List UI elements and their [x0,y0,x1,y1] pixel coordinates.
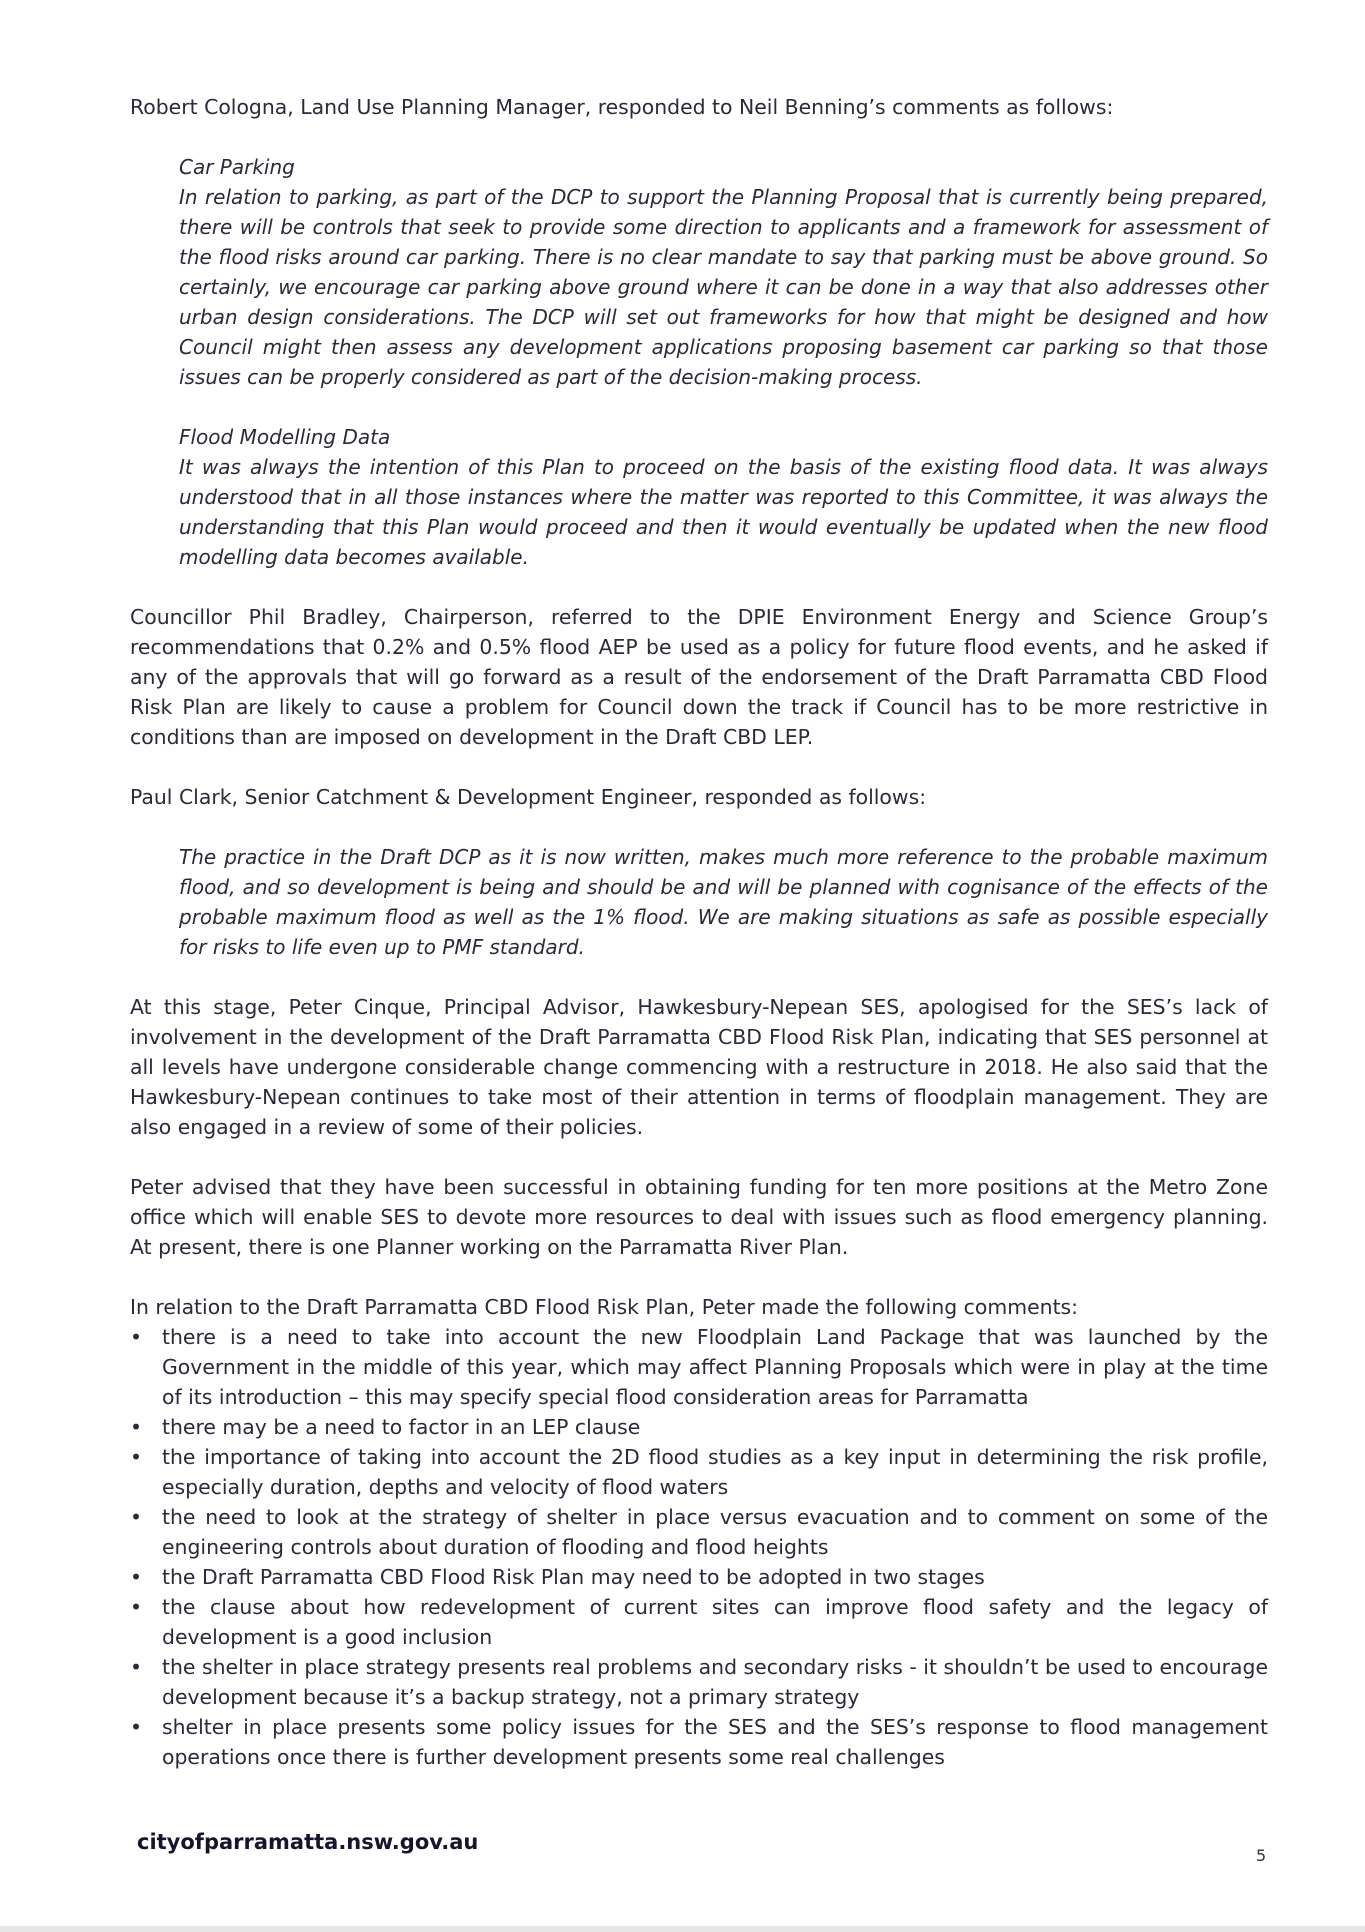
list-item: • the shelter in place strategy presents real problems and secondary risks - it shouldn’t be used to encourage development because it’s a backup strategy, not a primary strategy [130,1652,1268,1712]
list-item: • the clause about how redevelopment of current sites can improve flood safety and the legacy of development is a good inclusion [130,1592,1268,1652]
cologna-intro: Robert Cologna, Land Use Planning Manager, responded to Neil Benning’s comments as follows: [130,95,1114,119]
page-bottom-edge [0,1926,1365,1932]
list-item: • shelter in place presents some policy issues for the SES and the SES’s response to flood management operations once there is further development presents some real challenges [130,1712,1268,1772]
page-number: 5 [1256,1846,1267,1865]
clark-intro: Paul Clark, Senior Catchment & Development Engineer, responded as follows: [130,785,927,809]
car-parking-heading: Car Parking [179,155,295,179]
flood-modelling-heading: Flood Modelling Data [179,425,391,449]
list-item: • the need to look at the strategy of shelter in place versus evacuation and to comment on some of the engineering controls about duration of flooding and flood heights [130,1502,1268,1562]
car-parking-body: In relation to parking, as part of the DCP to support the Planning Proposal that is currently being prepared, there will be controls that seek to provide some direction to applicants and a framework for assessment of the flood risks around car parking. There is no clear mandate to say that parking must be above ground. So certainly, we encourage car parking above ground where it can be done in a way that also addresses other urban design considerations. The DCP will set out frameworks for how that might be designed and how Council might then assess any development applications proposing basement car parking so that those issues can be properly considered as part of the decision-making process. [179,185,1268,389]
document-body [130,92,1268,1772]
list-item: • there is a need to take into account the new Floodplain Land Package that was launched by the Government in the middle of this year, which may affect Planning Proposals which were in play at the time of its introduction – this may specify special flood consideration areas for Parramatta [130,1322,1268,1412]
list-item: • there may be a need to factor in an LEP clause [130,1412,1268,1442]
funding-paragraph: Peter advised that they have been successful in obtaining funding for ten more positions at the Metro Zone office which will enable SES to devote more resources to deal with issues such as flood emergency planning. At present, there is one Planner working on the Parramatta River Plan. [130,1175,1268,1259]
bradley-paragraph: Councillor Phil Bradley, Chairperson, referred to the DPIE Environment Energy and Science Group’s recommendations that 0.2% and 0.5% flood AEP be used as a policy for future flood events, and he asked if any of the approvals that will go forward as a result of the endorsement of the Draft Parramatta CBD Flood Risk Plan are likely to cause a problem for Council down the track if Council has to be more restrictive in conditions than are imposed on development in the Draft CBD LEP. [130,605,1268,749]
clark-quote: The practice in the Draft DCP as it is now written, makes much more reference to the probable maximum flood, and so development is being and should be and will be planned with cognisance of the effects of the probable maximum flood as well as the 1% flood. We are making situations as safe as possible especially for risks to life even up to PMF standard. [179,845,1268,959]
comments-intro: In relation to the Draft Parramatta CBD Flood Risk Plan, Peter made the following comments: [130,1295,1079,1319]
list-item: • the Draft Parramatta CBD Flood Risk Plan may need to be adopted in two stages [130,1562,1268,1592]
cinque-paragraph: At this stage, Peter Cinque, Principal Advisor, Hawkesbury-Nepean SES, apologised for the SES’s lack of involvement in the development of the Draft Parramatta CBD Flood Risk Plan, indicating that SES personnel at all levels have undergone considerable change commencing with a restructure in 2018. He also said that the Hawkesbury-Nepean continues to take most of their attention in terms of floodplain management. They are also engaged in a review of some of their policies. [130,995,1268,1139]
flood-modelling-body: It was always the intention of this Plan to proceed on the basis of the existing flood data. It was always understood that in all those instances where the matter was reported to this Committee, it was always the understanding that this Plan would proceed and then it would eventually be updated when the new flood modelling data becomes available. [179,455,1268,569]
list-item: • the importance of taking into account the 2D flood studies as a key input in determining the risk profile, especially duration, depths and velocity of flood waters [130,1442,1268,1502]
comments-list [130,1322,1268,1772]
footer-website: cityofparramatta.nsw.gov.au [137,1830,479,1854]
